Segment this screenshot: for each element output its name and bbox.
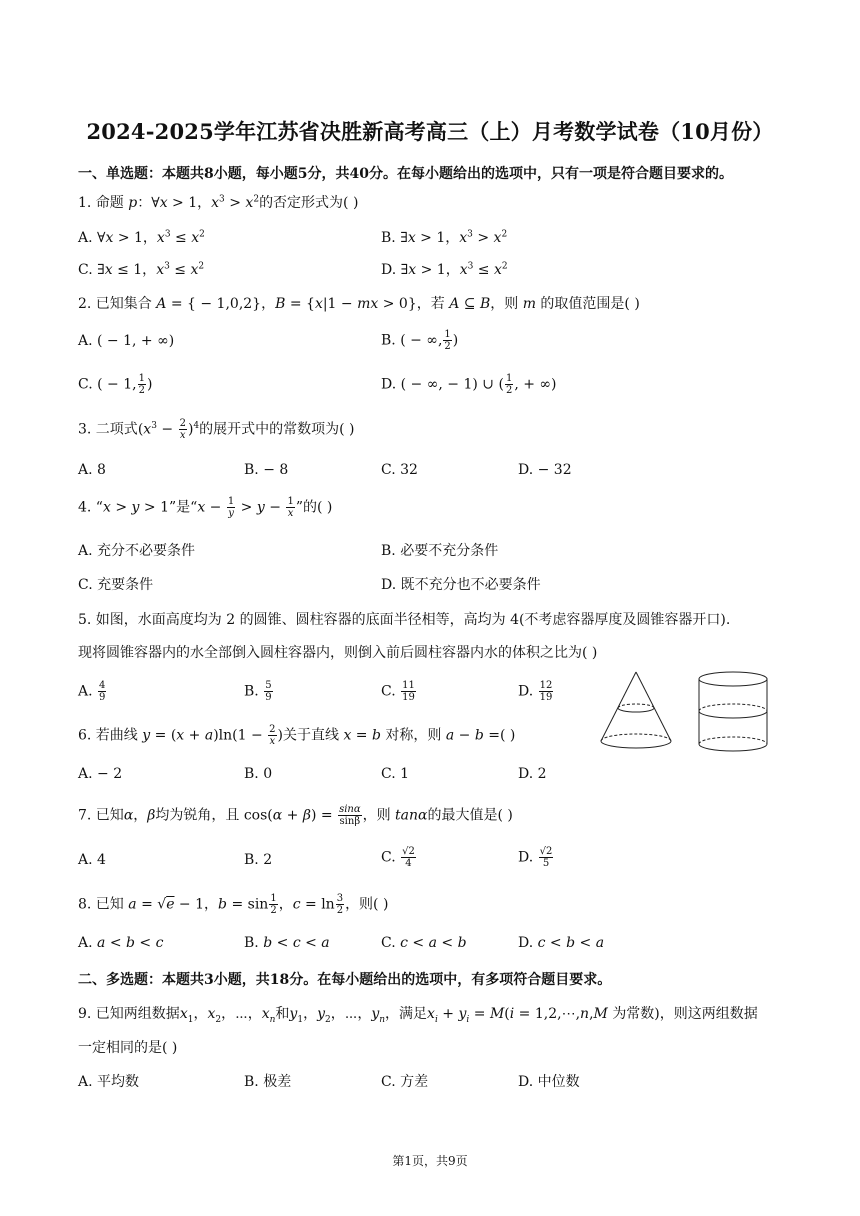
q8-option-a[interactable]: A. a < b < c xyxy=(78,935,164,951)
q6-option-a[interactable]: A. − 2 xyxy=(78,766,123,782)
q7-option-d[interactable]: D. $\frac{√2}{5}$ xyxy=(518,846,553,869)
question-3: 3. 二项式($x^3$ − $\frac{2}{x}$ )$^4$的展开式中的常数项为( ) xyxy=(78,418,355,441)
question-9-line-1: 9. 已知两组数据$x_1$，$x_2$，⋯，$x_n$和$y_1$，$y_2$，⋯，$y_n$，满足$x_i + y_i = M(i$ = 1,2,⋯,n,M 为常数)，则这两组数据 xyxy=(78,1006,758,1025)
q1-option-d[interactable]: D. ∃x > 1，$x^3 \le x^2$ xyxy=(381,261,508,278)
q2-option-c[interactable]: C. ( − 1, $\frac{1}{2}$ ) xyxy=(78,373,153,396)
q1-option-c[interactable]: C. ∃x ≤ 1，$x^3 \le x^2$ xyxy=(78,261,205,278)
question-8: 8. 已知 a = √e − 1，b = sin $\frac{1}{2}$ ，c = ln $\frac{3}{2}$ ，则( ) xyxy=(78,893,389,916)
q6-option-c[interactable]: C. 1 xyxy=(381,766,410,782)
q2-option-b[interactable]: B. ( − ∞, $\frac{1}{2}$ ) xyxy=(381,329,459,352)
q9-option-c[interactable]: C. 方差 xyxy=(381,1074,429,1090)
page-number-footer: 第1页，共9页 xyxy=(392,1154,468,1168)
q7-option-c[interactable]: C. $\frac{√2}{4}$ xyxy=(381,846,415,869)
question-4: 4. “x > y > 1”是“x − $\frac{1}{y}$ > y − $\frac{1}{x}$ ”的( ) xyxy=(78,496,333,519)
q8-option-c[interactable]: C. c < a < b xyxy=(381,935,467,951)
q4-option-b[interactable]: B. 必要不充分条件 xyxy=(381,543,499,559)
question-7: 7. 已知α，β均为锐角，且 cos(α + β) = $\frac{\sin\alpha}{\sin\beta}$ ，则 tanα的最大值是( ) xyxy=(78,804,513,827)
q5-option-a[interactable]: A. $\frac{4}{9}$ xyxy=(78,680,106,703)
page-title: 2024-2025学年江苏省决胜新高考高三（上）月考数学试卷（10月份） xyxy=(86,119,774,144)
question-5-line-2: 现将圆锥容器内的水全部倒入圆柱容器内，则倒入前后圆柱容器内水的体积之比为( ) xyxy=(78,645,598,661)
q6-option-d[interactable]: D. 2 xyxy=(518,766,547,782)
q3-option-b[interactable]: B. − 8 xyxy=(244,462,289,478)
question-9-line-2: 一定相同的是( ) xyxy=(78,1040,178,1056)
q5-option-d[interactable]: D. $\frac{12}{19}$ xyxy=(518,680,553,703)
q4-option-c[interactable]: C. 充要条件 xyxy=(78,577,154,593)
q8-option-b[interactable]: B. b < c < a xyxy=(244,935,330,951)
question-5-line-1: 5. 如图，水面高度均为 2 的圆锥、圆柱容器的底面半径相等，高均为 4(不考虑容器厚度及圆锥容器开口). xyxy=(78,612,731,628)
q3-option-c[interactable]: C. 32 xyxy=(381,462,418,478)
q9-option-a[interactable]: A. 平均数 xyxy=(78,1074,140,1090)
cylinder-diagram xyxy=(699,672,767,751)
q8-option-d[interactable]: D. c < b < a xyxy=(518,935,605,951)
cone-cylinder-figure xyxy=(598,670,773,756)
question-2: 2. 已知集合 A = { − 1,0,2}，B = {x|1 − mx > 0}，若 A ⊆ B，则 m 的取值范围是( ) xyxy=(78,296,640,312)
section-multiple-choice: 二、多选题：本题共3小题，共18分。在每小题给出的选项中，有多项符合题目要求。 xyxy=(78,972,612,988)
q4-option-d[interactable]: D. 既不充分也不必要条件 xyxy=(381,577,541,593)
question-6: 6. 若曲线 y = (x + a)ln(1 − $\frac{2}{x}$ )关于直线 x = b 对称，则 a − b =( ) xyxy=(78,724,516,747)
cone-diagram xyxy=(601,672,671,748)
q9-option-b[interactable]: B. 极差 xyxy=(244,1074,292,1090)
q2-option-d[interactable]: D. ( − ∞, − 1) ∪ ( $\frac{1}{2}$ , + ∞) xyxy=(381,373,557,396)
q7-option-a[interactable]: A. 4 xyxy=(78,852,106,868)
section-single-choice: 一、单选题：本题共8小题，每小题5分，共40分。在每小题给出的选项中，只有一项是符合题目要求的。 xyxy=(78,166,733,182)
q6-option-b[interactable]: B. 0 xyxy=(244,766,273,782)
q7-option-b[interactable]: B. 2 xyxy=(244,852,273,868)
q4-option-a[interactable]: A. 充分不必要条件 xyxy=(78,543,196,559)
q1-option-b[interactable]: B. ∃x > 1，$x^3 > x^2$ xyxy=(381,229,508,246)
q3-option-d[interactable]: D. − 32 xyxy=(518,462,572,478)
q3-option-a[interactable]: A. 8 xyxy=(78,462,106,478)
q1-option-a[interactable]: A. ∀x > 1，$x^3 \le x^2$ xyxy=(78,229,205,246)
question-1: 1. 命题 p：∀x > 1，$x^3 > x^2$的否定形式为( ) xyxy=(78,194,359,211)
q2-option-a[interactable]: A. ( − 1, + ∞) xyxy=(78,333,175,349)
q5-option-b[interactable]: B. $\frac{5}{9}$ xyxy=(244,680,272,703)
q9-option-d[interactable]: D. 中位数 xyxy=(518,1074,580,1090)
q5-option-c[interactable]: C. $\frac{11}{19}$ xyxy=(381,680,415,703)
